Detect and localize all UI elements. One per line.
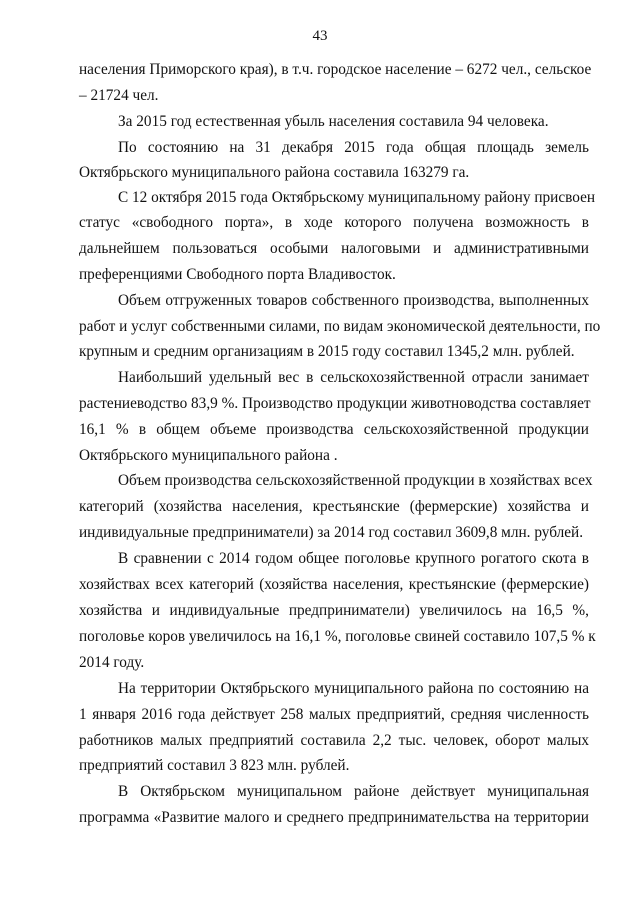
text-line: На территории Октябрьского муниципального района по состоянию на	[118, 680, 589, 697]
text-line: По состоянию на 31 декабря 2015 года общая площадь земель	[118, 139, 589, 156]
text-line: 1 января 2016 года действует 258 малых предприятий, средняя численность	[79, 706, 589, 723]
text-line: крупным и средним организациям в 2015 году составил 1345,2 млн. рублей.	[79, 343, 575, 360]
text-line: Объем отгруженных товаров собственного производства, выполненных	[118, 292, 589, 309]
text-line: поголовье коров увеличилось на 16,1 %, поголовье свиней составило 107,5 % к	[79, 628, 596, 645]
text-line: индивидуальные предприниматели) за 2014 год составил 3609,8 млн. рублей.	[79, 524, 584, 541]
text-line: В сравнении с 2014 годом общее поголовье крупного рогатого скота в	[118, 550, 589, 567]
text-line: хозяйства и индивидуальные предприниматели) увеличилось на 16,5 %,	[79, 602, 589, 619]
text-line: программа «Развитие малого и среднего предпринимательства на территории	[79, 809, 589, 826]
text-line: дальнейшем пользоваться особыми налоговыми и административными	[79, 240, 589, 257]
text-line: – 21724 чел.	[79, 87, 159, 104]
text-line: статус «свободного порта», в ходе которого получена возможность в	[79, 214, 589, 231]
text-line: 2014 году.	[79, 654, 145, 671]
text-line: С 12 октября 2015 года Октябрьскому муниципальному району присвоен	[118, 189, 596, 206]
page-number: 43	[312, 28, 328, 44]
text-line: 16,1 % в общем объеме производства сельскохозяйственной продукции	[79, 421, 589, 438]
text-line: Объем производства сельскохозяйственной продукции в хозяйствах всех	[118, 472, 593, 489]
text-line: Октябрьского муниципального района составила 163279 га.	[79, 164, 470, 181]
text-line: В Октябрьском муниципальном районе действует муниципальная	[118, 783, 589, 800]
text-line: За 2015 год естественная убыль населения составила 94 человека.	[118, 113, 549, 130]
text-line: работников малых предприятий составила 2,2 тыс. человек, оборот малых	[79, 732, 589, 749]
text-line: преференциями Свободного порта Владивосток.	[79, 266, 396, 283]
text-line: Наибольший удельный вес в сельскохозяйственной отрасли занимает	[118, 369, 589, 386]
text-line: населения Приморского края), в т.ч. городское население – 6272 чел., сельское	[79, 61, 592, 78]
text-line: работ и услуг собственными силами, по видам экономической деятельности, по	[79, 318, 601, 335]
text-line: хозяйствах всех категорий (хозяйства населения, крестьянские (фермерские)	[79, 576, 589, 593]
text-line: предприятий составил 3 823 млн. рублей.	[79, 757, 350, 774]
text-line: категорий (хозяйства населения, крестьянские (фермерские) хозяйства и	[79, 498, 589, 515]
text-line: растениеводство 83,9 %. Производство продукции животноводства составляет	[79, 395, 591, 412]
text-line: Октябрьского муниципального района .	[79, 447, 338, 464]
